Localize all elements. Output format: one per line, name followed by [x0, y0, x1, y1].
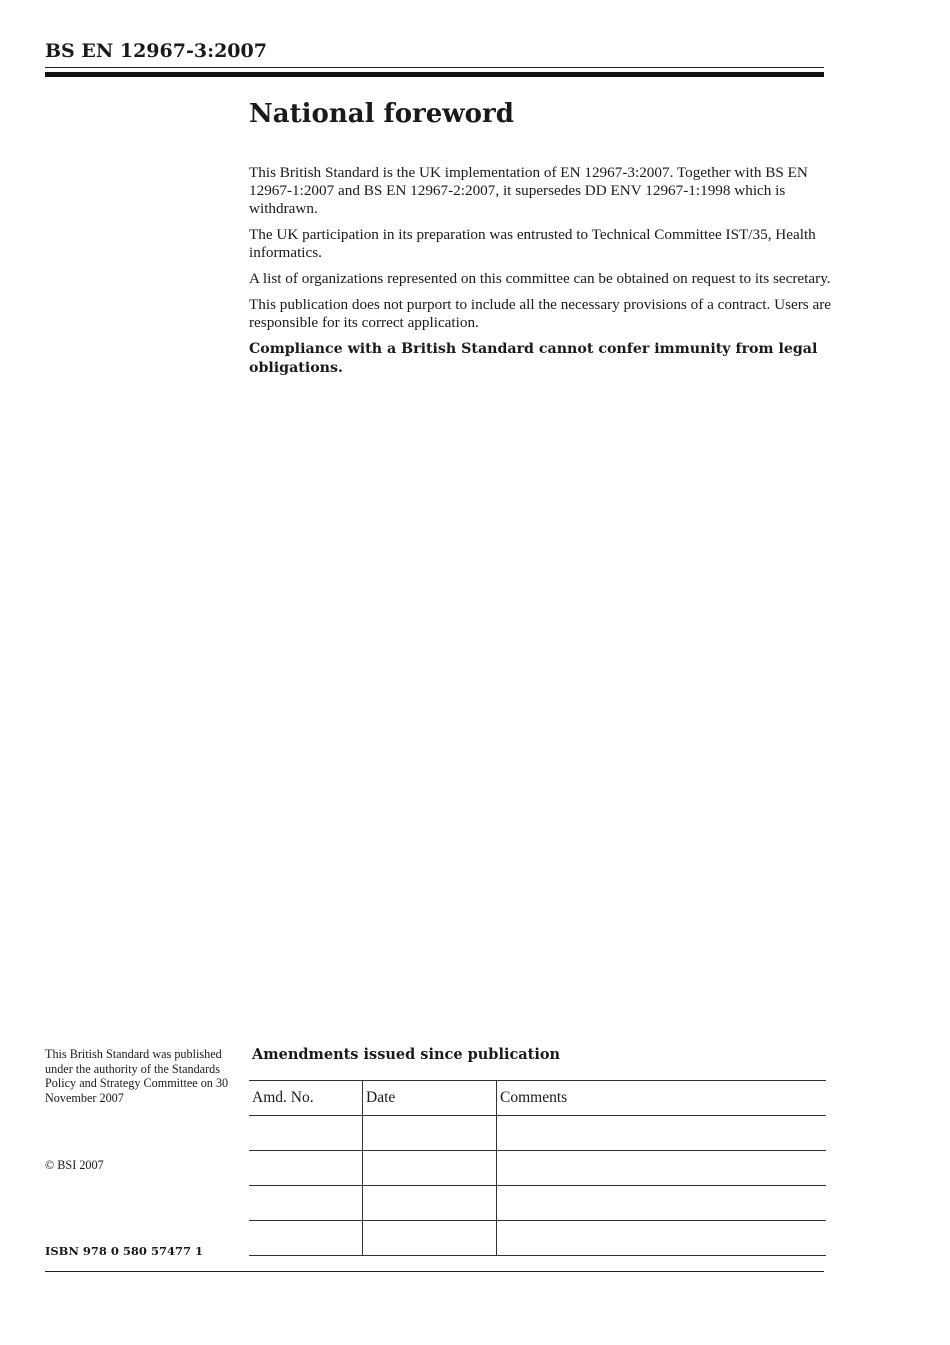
column-header-date: Date	[363, 1081, 497, 1116]
table-row	[249, 1151, 826, 1186]
copyright-notice: © BSI 2007	[45, 1158, 104, 1172]
isbn: ISBN 978 0 580 57477 1	[45, 1244, 203, 1258]
date-cell	[363, 1116, 497, 1151]
column-header-comments: Comments	[497, 1081, 827, 1116]
publication-note: This British Standard was published under the authority of the Standards Policy and Strategy Committee on 30 November 2007	[45, 1047, 229, 1105]
table-row	[249, 1221, 826, 1256]
page-title: National foreword	[249, 99, 514, 129]
document-code: BS EN 12967-3:2007	[45, 40, 267, 62]
amd-no-cell	[249, 1221, 363, 1256]
comments-cell	[497, 1151, 827, 1186]
amendments-header-row	[249, 1081, 826, 1116]
column-header-amd-no: Amd. No.	[249, 1081, 363, 1116]
foreword-paragraph: This British Standard is the UK implementation of EN 12967-3:2007. Together with BS EN 12967-1:2007 and BS EN 12967-2:2007, it supersedes DD ENV 12967-1:1998 which is withdrawn.	[249, 164, 808, 217]
header-rule-thin	[45, 67, 824, 68]
foreword-body	[249, 164, 839, 386]
amd-no-cell	[249, 1151, 363, 1186]
comments-cell	[497, 1186, 827, 1221]
foreword-paragraph: The UK participation in its preparation was entrusted to Technical Committee IST/35, Health informatics.	[249, 226, 816, 261]
date-cell	[363, 1151, 497, 1186]
compliance-statement: Compliance with a British Standard cannot confer immunity from legal obligations.	[249, 341, 818, 376]
amendments-table	[249, 1080, 826, 1256]
amendments-title: Amendments issued since publication	[252, 1046, 561, 1063]
header-rule-thick	[45, 72, 824, 77]
comments-cell	[497, 1116, 827, 1151]
table-row	[249, 1186, 826, 1221]
date-cell	[363, 1221, 497, 1256]
amd-no-cell	[249, 1186, 363, 1221]
date-cell	[363, 1186, 497, 1221]
foreword-paragraph: This publication does not purport to include all the necessary provisions of a contract. Users are responsible for its correct application.	[249, 296, 832, 331]
foreword-paragraph: A list of organizations represented on this committee can be obtained on request to its secretary.	[249, 270, 831, 287]
amd-no-cell	[249, 1116, 363, 1151]
table-row	[249, 1116, 826, 1151]
footer-rule	[45, 1271, 824, 1272]
comments-cell	[497, 1221, 827, 1256]
